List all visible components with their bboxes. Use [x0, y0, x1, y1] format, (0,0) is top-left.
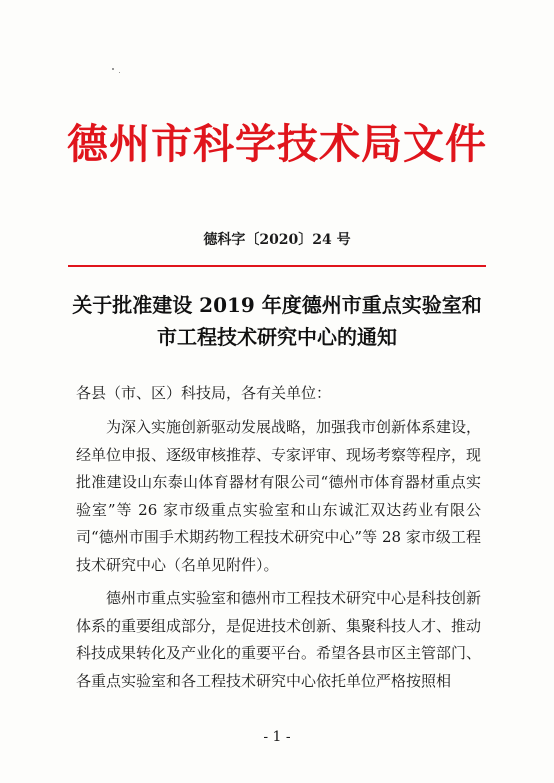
page-number: - 1 -: [263, 729, 291, 745]
scan-speck: [119, 72, 120, 73]
scan-speck: [112, 68, 114, 70]
document-title: [0, 289, 554, 353]
body-paragraph-1: 为深入实施创新驱动发展战略，加强我市创新体系建设，经单位申报、逐级审核推荐、专家评审、现场考察等程序，现批准建设山东泰山体育器材有限公司“德州市体育器材重点实验室”等 26 家市级重点实验室和山东诚汇双达药业有限公司“德州市围手术期药物工程技术研究中心”等 28 家市级工程技术研究中心（名单见附件）。: [76, 418, 482, 574]
document-title-line-2: 市工程技术研究中心的通知: [157, 325, 397, 349]
document-number: 德科字〔2020〕24 号: [203, 232, 351, 248]
body-paragraph-2: 德州市重点实验室和德州市工程技术研究中心是科技创新体系的重要组成部分，是促进技术创新、集聚科技人才、推动科技成果转化及产业化的重要平台。希望各县市区主管部门、各重点实验室和各工程技术研究中心依托单位严格按照相: [76, 589, 482, 690]
issuing-authority-header: 德州市科学技术局文件: [67, 120, 487, 168]
red-separator-line: [68, 265, 486, 267]
salutation: 各县（市、区）科技局，各有关单位：: [76, 384, 332, 402]
document-title-line-1: 关于批准建设 2019 年度德州市重点实验室和: [72, 293, 482, 317]
